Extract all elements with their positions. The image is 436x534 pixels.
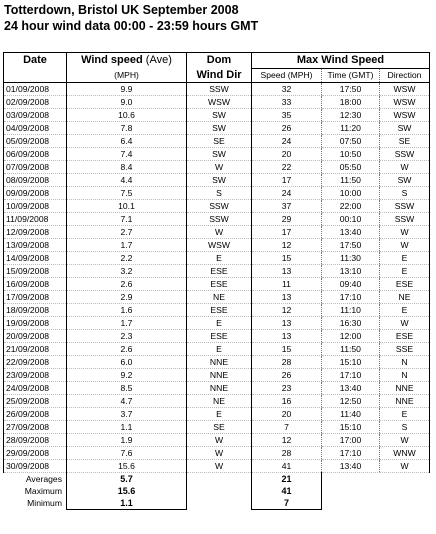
row-avg-speed: 2.6 (67, 343, 187, 356)
row-max-speed: 24 (252, 187, 322, 200)
row-avg-speed: 2.2 (67, 252, 187, 265)
row-max-speed: 41 (252, 460, 322, 473)
row-date: 17/09/2008 (4, 291, 67, 304)
row-date: 05/09/2008 (4, 135, 67, 148)
row-max-time: 10:00 (322, 187, 380, 200)
row-max-dir: W (380, 161, 430, 174)
row-max-time: 05:50 (322, 161, 380, 174)
table-row (4, 135, 430, 148)
row-dom-dir: NNE (187, 369, 252, 382)
row-max-dir: SW (380, 122, 430, 135)
summary-label: Maximum (24, 486, 62, 496)
table-row (4, 421, 430, 434)
row-avg-speed: 1.7 (67, 239, 187, 252)
row-dom-dir: E (187, 408, 252, 421)
row-max-time: 15:10 (322, 421, 380, 434)
summary-row (4, 473, 430, 486)
row-max-speed: 17 (252, 174, 322, 187)
row-avg-speed: 4.7 (67, 395, 187, 408)
row-max-dir: WSW (380, 96, 430, 109)
row-date: 25/09/2008 (4, 395, 67, 408)
row-avg-speed: 10.6 (67, 109, 187, 122)
summary-row (4, 485, 430, 497)
row-dom-dir: SW (187, 148, 252, 161)
summary-blank (187, 485, 252, 497)
row-max-speed: 32 (252, 83, 322, 96)
row-date: 22/09/2008 (4, 356, 67, 369)
row-avg-speed: 6.0 (67, 356, 187, 369)
row-dom-dir: SSW (187, 83, 252, 96)
row-dom-dir: E (187, 252, 252, 265)
row-max-dir: WNW (380, 447, 430, 460)
row-max-speed: 12 (252, 304, 322, 317)
table-row (4, 213, 430, 226)
row-date: 02/09/2008 (4, 96, 67, 109)
table-row (4, 382, 430, 395)
row-date: 16/09/2008 (4, 278, 67, 291)
row-max-dir: SSW (380, 200, 430, 213)
page-subtitle: 24 hour wind data 00:00 - 23:59 hours GMT (4, 19, 259, 33)
table-row (4, 369, 430, 382)
table-row (4, 148, 430, 161)
row-date: 28/09/2008 (4, 434, 67, 447)
row-max-time: 13:40 (322, 226, 380, 239)
row-dom-dir: E (187, 317, 252, 330)
row-max-speed: 28 (252, 356, 322, 369)
row-max-dir: E (380, 252, 430, 265)
row-avg-speed: 7.6 (67, 447, 187, 460)
table-row (4, 226, 430, 239)
row-max-speed: 26 (252, 369, 322, 382)
summary-label: Averages (25, 474, 62, 484)
row-avg-speed: 1.6 (67, 304, 187, 317)
row-dom-dir: NNE (187, 382, 252, 395)
row-max-dir: W (380, 226, 430, 239)
table-row (4, 408, 430, 421)
row-dom-dir: SSW (187, 200, 252, 213)
row-max-dir: SSW (380, 213, 430, 226)
row-max-dir: W (380, 460, 430, 473)
row-dom-dir: SW (187, 174, 252, 187)
table-row (4, 239, 430, 252)
row-avg-speed: 7.8 (67, 122, 187, 135)
row-date: 01/09/2008 (4, 83, 67, 96)
row-max-time: 12:50 (322, 395, 380, 408)
row-max-dir: ESE (380, 330, 430, 343)
time-gmt-header: Time (GMT) (322, 69, 380, 83)
row-date: 08/09/2008 (4, 174, 67, 187)
row-avg-speed: 2.9 (67, 291, 187, 304)
summary-blank (380, 497, 430, 510)
wind-speed-header-suffix: (Ave) (145, 54, 172, 67)
row-avg-speed: 7.4 (67, 148, 187, 161)
row-avg-speed: 7.5 (67, 187, 187, 200)
row-max-speed: 13 (252, 330, 322, 343)
table-row (4, 252, 430, 265)
row-avg-speed: 4.4 (67, 174, 187, 187)
table-row (4, 109, 430, 122)
row-max-speed: 28 (252, 447, 322, 460)
row-date: 18/09/2008 (4, 304, 67, 317)
row-max-time: 16:30 (322, 317, 380, 330)
row-max-speed: 15 (252, 343, 322, 356)
wind-speed-header (67, 53, 187, 69)
row-date: 14/09/2008 (4, 252, 67, 265)
row-date: 21/09/2008 (4, 343, 67, 356)
speed-mph-header: Speed (MPH) (252, 69, 322, 83)
table-row (4, 161, 430, 174)
summary-blank (380, 473, 430, 486)
row-dom-dir: W (187, 434, 252, 447)
date-header-blank (4, 69, 67, 83)
row-max-time: 17:10 (322, 369, 380, 382)
row-max-speed: 13 (252, 265, 322, 278)
row-dom-dir: W (187, 447, 252, 460)
row-max-speed: 16 (252, 395, 322, 408)
row-max-time: 17:50 (322, 83, 380, 96)
row-max-speed: 12 (252, 434, 322, 447)
row-date: 07/09/2008 (4, 161, 67, 174)
table-row (4, 304, 430, 317)
row-date: 15/09/2008 (4, 265, 67, 278)
row-date: 11/09/2008 (4, 213, 67, 226)
row-max-dir: NNE (380, 395, 430, 408)
row-avg-speed: 8.4 (67, 161, 187, 174)
row-max-time: 17:00 (322, 434, 380, 447)
row-max-dir: S (380, 187, 430, 200)
row-dom-dir: SE (187, 421, 252, 434)
row-date: 10/09/2008 (4, 200, 67, 213)
row-max-dir: ESE (380, 278, 430, 291)
dom-wind-dir-header-1: Dom (187, 53, 252, 69)
date-header: Date (4, 53, 67, 69)
row-max-time: 09:40 (322, 278, 380, 291)
row-max-dir: NE (380, 291, 430, 304)
summary-max-speed: 41 (252, 485, 322, 497)
row-avg-speed: 10.1 (67, 200, 187, 213)
row-max-speed: 11 (252, 278, 322, 291)
table-row (4, 96, 430, 109)
row-max-dir: N (380, 356, 430, 369)
row-max-speed: 24 (252, 135, 322, 148)
row-max-time: 11:50 (322, 174, 380, 187)
summary-max-speed: 7 (252, 497, 322, 510)
row-dom-dir: W (187, 161, 252, 174)
row-date: 27/09/2008 (4, 421, 67, 434)
row-max-speed: 29 (252, 213, 322, 226)
row-dom-dir: W (187, 460, 252, 473)
row-max-dir: E (380, 408, 430, 421)
row-avg-speed: 9.2 (67, 369, 187, 382)
row-avg-speed: 15.6 (67, 460, 187, 473)
row-max-speed: 17 (252, 226, 322, 239)
summary-avg-speed: 1.1 (67, 497, 187, 510)
row-date: 26/09/2008 (4, 408, 67, 421)
wind-speed-header-label: Wind speed (81, 54, 143, 67)
row-max-dir: W (380, 317, 430, 330)
wind-speed-unit-header: (MPH) (67, 69, 187, 83)
row-avg-speed: 6.4 (67, 135, 187, 148)
row-max-speed: 20 (252, 408, 322, 421)
row-dom-dir: ESE (187, 304, 252, 317)
table-row (4, 395, 430, 408)
page-title: Totterdown, Bristol UK September 2008 (4, 3, 239, 17)
row-date: 24/09/2008 (4, 382, 67, 395)
table-row (4, 174, 430, 187)
row-max-dir: SSW (380, 148, 430, 161)
row-max-dir: E (380, 265, 430, 278)
row-max-time: 13:40 (322, 460, 380, 473)
row-dom-dir: NE (187, 395, 252, 408)
row-max-time: 18:00 (322, 96, 380, 109)
row-max-time: 11:50 (322, 343, 380, 356)
row-max-dir: S (380, 421, 430, 434)
row-max-dir: N (380, 369, 430, 382)
row-max-speed: 35 (252, 109, 322, 122)
row-date: 20/09/2008 (4, 330, 67, 343)
row-max-time: 17:50 (322, 239, 380, 252)
row-max-time: 17:10 (322, 291, 380, 304)
row-avg-speed: 3.7 (67, 408, 187, 421)
direction-header: Direction (380, 69, 430, 83)
table-row (4, 447, 430, 460)
row-avg-speed: 9.0 (67, 96, 187, 109)
row-avg-speed: 8.5 (67, 382, 187, 395)
row-dom-dir: SE (187, 135, 252, 148)
row-date: 12/09/2008 (4, 226, 67, 239)
row-avg-speed: 7.1 (67, 213, 187, 226)
row-max-dir: SSE (380, 343, 430, 356)
summary-blank (380, 485, 430, 497)
row-max-time: 13:40 (322, 382, 380, 395)
row-max-speed: 13 (252, 291, 322, 304)
row-max-speed: 22 (252, 161, 322, 174)
table-row (4, 434, 430, 447)
summary-max-speed: 21 (252, 473, 322, 486)
row-avg-speed: 2.7 (67, 226, 187, 239)
row-date: 03/09/2008 (4, 109, 67, 122)
row-max-dir: W (380, 434, 430, 447)
row-max-time: 12:30 (322, 109, 380, 122)
table-row (4, 200, 430, 213)
row-dom-dir: NE (187, 291, 252, 304)
summary-blank (187, 497, 252, 510)
table-row (4, 83, 430, 96)
row-dom-dir: WSW (187, 96, 252, 109)
row-max-dir: WSW (380, 109, 430, 122)
row-avg-speed: 9.9 (67, 83, 187, 96)
row-dom-dir: W (187, 226, 252, 239)
row-max-speed: 15 (252, 252, 322, 265)
summary-row (4, 497, 430, 510)
table-row (4, 460, 430, 473)
summary-blank (322, 473, 380, 486)
row-dom-dir: SW (187, 122, 252, 135)
row-max-time: 11:20 (322, 122, 380, 135)
table-row (4, 265, 430, 278)
row-max-dir: E (380, 304, 430, 317)
row-avg-speed: 1.9 (67, 434, 187, 447)
row-max-dir: SE (380, 135, 430, 148)
row-max-dir: NNE (380, 382, 430, 395)
summary-avg-speed: 15.6 (67, 485, 187, 497)
table-row (4, 356, 430, 369)
row-max-dir: WSW (380, 83, 430, 96)
row-max-speed: 37 (252, 200, 322, 213)
table-row (4, 317, 430, 330)
row-date: 09/09/2008 (4, 187, 67, 200)
row-max-time: 11:30 (322, 252, 380, 265)
row-avg-speed: 1.7 (67, 317, 187, 330)
table-row (4, 187, 430, 200)
row-dom-dir: NNE (187, 356, 252, 369)
row-avg-speed: 2.3 (67, 330, 187, 343)
table-row (4, 278, 430, 291)
row-date: 04/09/2008 (4, 122, 67, 135)
row-max-speed: 13 (252, 317, 322, 330)
row-date: 23/09/2008 (4, 369, 67, 382)
row-date: 29/09/2008 (4, 447, 67, 460)
row-max-speed: 20 (252, 148, 322, 161)
row-max-time: 13:10 (322, 265, 380, 278)
row-max-time: 00:10 (322, 213, 380, 226)
row-max-speed: 26 (252, 122, 322, 135)
row-max-time: 07:50 (322, 135, 380, 148)
row-max-speed: 7 (252, 421, 322, 434)
summary-blank (187, 473, 252, 486)
table-row (4, 330, 430, 343)
summary-blank (322, 485, 380, 497)
row-max-speed: 12 (252, 239, 322, 252)
dom-wind-dir-header-2: Wind Dir (187, 69, 252, 83)
summary-label: Minimum (27, 498, 62, 509)
row-dom-dir: ESE (187, 278, 252, 291)
row-max-speed: 23 (252, 382, 322, 395)
row-date: 06/09/2008 (4, 148, 67, 161)
row-max-time: 10:50 (322, 148, 380, 161)
row-date: 30/09/2008 (4, 460, 67, 473)
row-dom-dir: SSW (187, 213, 252, 226)
row-max-time: 17:10 (322, 447, 380, 460)
row-avg-speed: 1.1 (67, 421, 187, 434)
summary-blank (322, 497, 380, 510)
row-max-speed: 33 (252, 96, 322, 109)
max-wind-speed-header: Max Wind Speed (252, 53, 430, 69)
table-row (4, 122, 430, 135)
row-date: 13/09/2008 (4, 239, 67, 252)
row-dom-dir: ESE (187, 330, 252, 343)
table-row (4, 291, 430, 304)
row-max-dir: W (380, 239, 430, 252)
table-row (4, 343, 430, 356)
row-date: 19/09/2008 (4, 317, 67, 330)
wind-data-table (3, 52, 430, 510)
summary-avg-speed: 5.7 (67, 473, 187, 486)
row-avg-speed: 3.2 (67, 265, 187, 278)
row-dom-dir: WSW (187, 239, 252, 252)
row-avg-speed: 2.6 (67, 278, 187, 291)
row-max-dir: SW (380, 174, 430, 187)
row-max-time: 11:40 (322, 408, 380, 421)
row-dom-dir: E (187, 343, 252, 356)
row-max-time: 15:10 (322, 356, 380, 369)
row-dom-dir: SW (187, 109, 252, 122)
row-dom-dir: S (187, 187, 252, 200)
row-max-time: 22:00 (322, 200, 380, 213)
row-max-time: 12:00 (322, 330, 380, 343)
row-dom-dir: ESE (187, 265, 252, 278)
row-max-time: 11:10 (322, 304, 380, 317)
